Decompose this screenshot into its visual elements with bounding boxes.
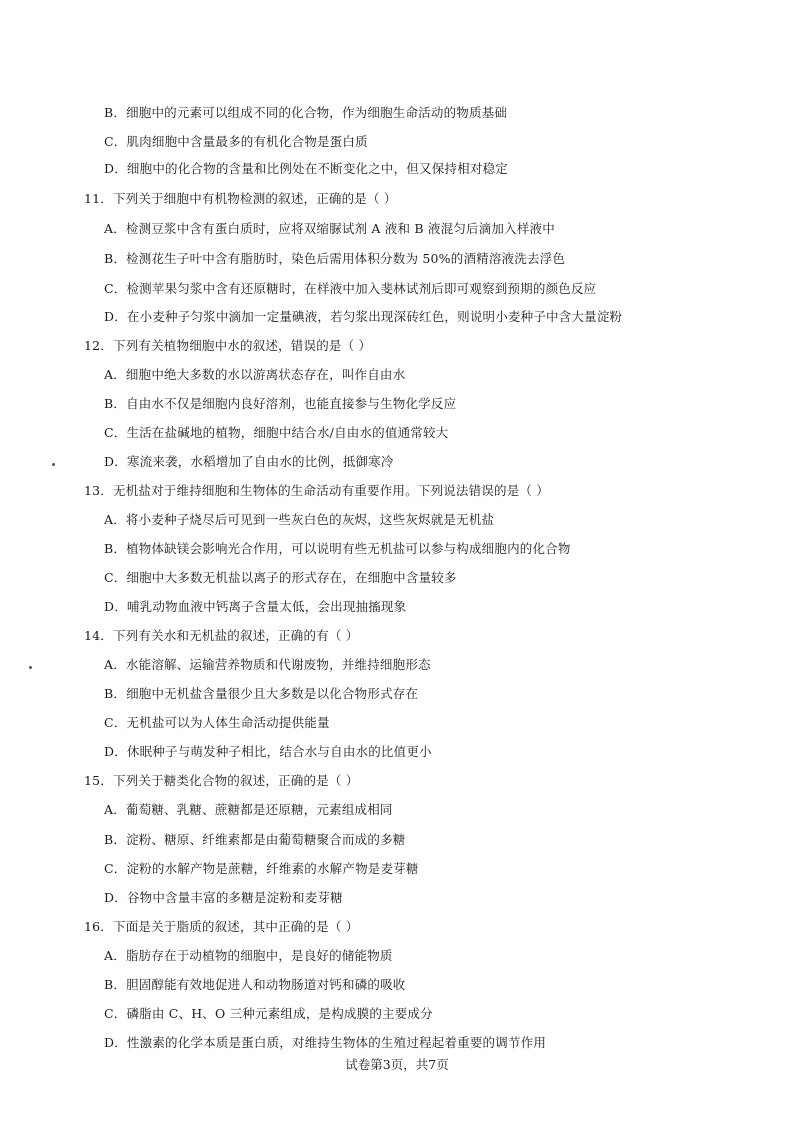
scan-speck — [29, 666, 32, 669]
answer-option: C．肌肉细胞中含量最多的有机化合物是蛋白质 — [104, 134, 368, 149]
answer-option: A．水能溶解、运输营养物质和代谢废物，并维持细胞形态 — [104, 657, 431, 672]
question-stem: 11．下列关于细胞中有机物检测的叙述，正确的是（ ） — [84, 191, 397, 206]
answer-option: D．细胞中的化合物的含量和比例处在不断变化之中，但又保持相对稳定 — [104, 161, 508, 176]
question-stem: 16．下面是关于脂质的叙述，其中正确的是（ ） — [84, 919, 359, 934]
answer-option: D．休眠种子与萌发种子相比，结合水与自由水的比值更小 — [104, 744, 432, 759]
answer-option: B．淀粉、糖原、纤维素都是由葡萄糖聚合而成的多糖 — [104, 832, 406, 847]
answer-option: A．检测豆浆中含有蛋白质时，应将双缩脲试剂 A 液和 B 液混匀后滴加入样液中 — [104, 221, 555, 236]
question-stem: 15．下列关于糖类化合物的叙述，正确的是（ ） — [84, 773, 359, 788]
answer-option: D．哺乳动物血液中钙离子含量太低，会出现抽搐现象 — [104, 599, 407, 614]
answer-option: A．细胞中绝大多数的水以游离状态存在，叫作自由水 — [104, 367, 406, 382]
answer-option: C．淀粉的水解产物是蔗糖，纤维素的水解产物是麦芽糖 — [104, 861, 419, 876]
scan-speck — [52, 463, 55, 466]
answer-option: C．检测苹果匀浆中含有还原糖时，在样液中加入斐林试剂后即可观察到预期的颜色反应 — [104, 281, 597, 296]
answer-option: A．将小麦种子烧尽后可见到一些灰白色的灰烬，这些灰烬就是无机盐 — [104, 512, 495, 527]
answer-option: C．生活在盐碱地的植物，细胞中结合水/自由水的值通常较大 — [104, 425, 449, 440]
answer-option: D．在小麦种子匀浆中滴加一定量碘液，若匀浆出现深砖红色，则说明小麦种子中含大量淀粉 — [104, 309, 623, 324]
question-stem: 13．无机盐对于维持细胞和生物体的生命活动有重要作用。下列说法错误的是（ ） — [84, 483, 549, 498]
answer-option: B．胆固醇能有效地促进人和动物肠道对钙和磷的吸收 — [104, 977, 406, 992]
question-stem: 14．下列有关水和无机盐的叙述，正确的有（ ） — [84, 628, 359, 643]
answer-option: B．植物体缺镁会影响光合作用，可以说明有些无机盐可以参与构成细胞内的化合物 — [104, 541, 571, 556]
answer-option: D．谷物中含量丰富的多糖是淀粉和麦芽糖 — [104, 890, 343, 905]
answer-option: D．寒流来袭，水稻增加了自由水的比例，抵御寒冷 — [104, 454, 394, 469]
answer-option: A．葡萄糖、乳糖、蔗糖都是还原糖，元素组成相同 — [104, 802, 393, 817]
page-footer: 试卷第3页，共7页 — [345, 1057, 449, 1072]
question-stem: 12．下列有关植物细胞中水的叙述，错误的是（ ） — [84, 338, 372, 353]
answer-option: C．无机盐可以为人体生命活动提供能量 — [104, 715, 330, 730]
answer-option: B．检测花生子叶中含有脂肪时，染色后需用体积分数为 50%的酒精溶液洗去浮色 — [104, 251, 566, 266]
answer-option: A．脂肪存在于动植物的细胞中，是良好的储能物质 — [104, 948, 393, 963]
answer-option: D．性激素的化学本质是蛋白质，对维持生物体的生殖过程起着重要的调节作用 — [104, 1035, 547, 1050]
answer-option: C．磷脂由 C、H、O 三种元素组成，是构成膜的主要成分 — [104, 1006, 433, 1021]
answer-option: B．细胞中的元素可以组成不同的化合物，作为细胞生命活动的物质基础 — [104, 105, 508, 120]
answer-option: C．细胞中大多数无机盐以离子的形式存在，在细胞中含量较多 — [104, 570, 457, 585]
answer-option: B．自由水不仅是细胞内良好溶剂，也能直接参与生物化学反应 — [104, 396, 457, 411]
answer-option: B．细胞中无机盐含量很少且大多数是以化合物形式存在 — [104, 686, 419, 701]
